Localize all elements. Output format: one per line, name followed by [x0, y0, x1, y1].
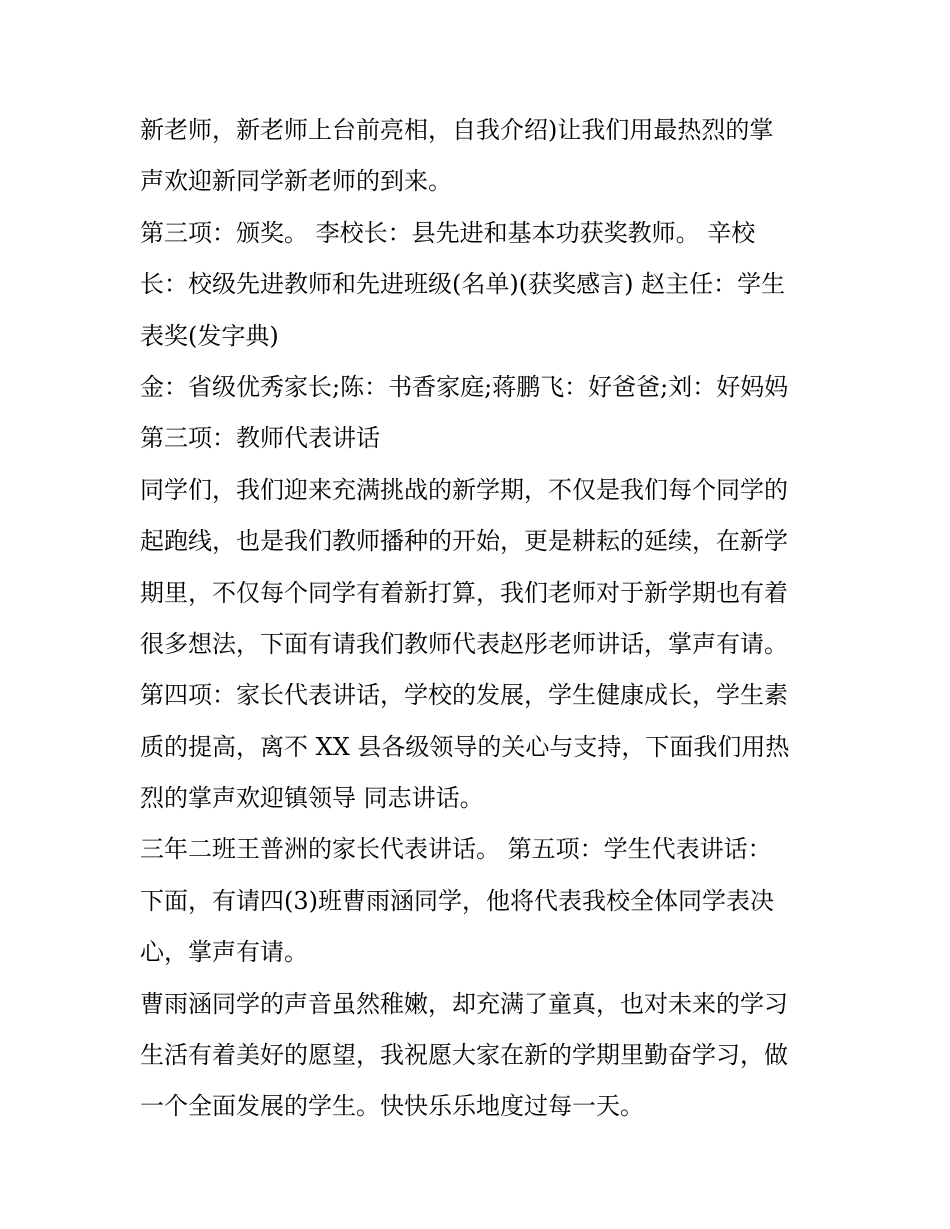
- text-line: 质的提高，离不 XX 县各级领导的关心与支持，下面我们用热: [140, 732, 790, 761]
- text-line: 新老师，新老师上台前亮相，自我介绍)让我们用最热烈的掌: [140, 116, 774, 144]
- text-line: 金：省级优秀家长;陈：书香家庭;蒋鹏飞：好爸爸;刘：好妈妈: [140, 372, 789, 401]
- text-line: 一个全面发展的学生。快快乐乐地度过每一天。: [140, 1092, 644, 1121]
- text-line: 第三项：颁奖。 李校长：县先进和基本功获奖教师。 辛校: [140, 218, 756, 247]
- text-line: 曹雨涵同学的声音虽然稚嫩，却充满了童真，也对未来的学习: [140, 989, 788, 1018]
- text-line: 起跑线，也是我们教师播种的开始，更是耕耘的延续，在新学: [140, 527, 788, 556]
- text-line: 长：校级先进教师和先进班级(名单)(获奖感言) 赵主任：学生: [140, 270, 786, 299]
- document-body: [140, 105, 830, 1133]
- text-line: 生活有着美好的愿望，我祝愿大家在新的学期里勤奋学习，做: [140, 1041, 788, 1070]
- section-heading: 第三项：教师代表讲话: [140, 424, 380, 453]
- text-line: 烈的掌声欢迎镇领导 同志讲话。: [140, 784, 484, 813]
- text-line: 三年二班王普洲的家长代表讲话。 第五项：学生代表讲话：: [140, 835, 772, 864]
- text-line: 很多想法，下面有请我们教师代表赵彤老师讲话，掌声有请。: [140, 629, 788, 658]
- text-line: 下面，有请四(3)班曹雨涵同学，他将代表我校全体同学表决: [140, 886, 774, 915]
- text-line: 心，掌声有请。: [140, 938, 308, 967]
- text-line: 表奖(发字典): [140, 321, 279, 350]
- text-line: 第四项：家长代表讲话，学校的发展，学生健康成长，学生素: [140, 681, 788, 710]
- text-line: 同学们，我们迎来充满挑战的新学期，不仅是我们每个同学的: [140, 475, 788, 504]
- text-line: 声欢迎新同学新老师的到来。: [140, 167, 452, 196]
- text-line: 期里，不仅每个同学有着新打算，我们老师对于新学期也有着: [140, 578, 788, 607]
